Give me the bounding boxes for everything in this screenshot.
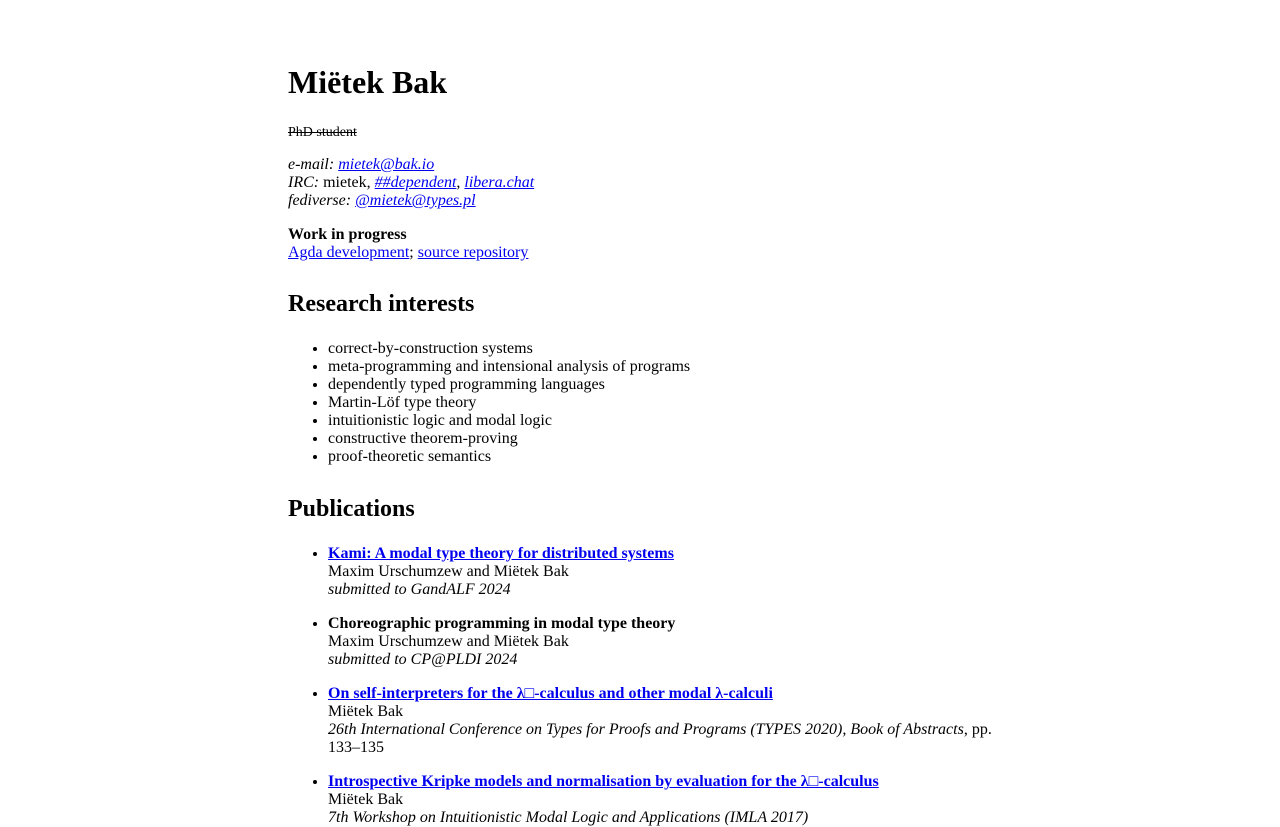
wip-links (288, 244, 1000, 262)
list-item: • Martin-Löf type theory (328, 394, 1000, 412)
list-item: • meta-programming and intensional analysis of programs (328, 358, 1000, 376)
publication-venue: submitted to CP@PLDI 2024 (328, 651, 518, 668)
publication-title-link[interactable]: Kami: A modal type theory for distributed systems (328, 545, 674, 562)
fediverse-link[interactable]: @mietek@types.pl (355, 192, 476, 209)
list-item: • constructive theorem-proving (328, 430, 1000, 448)
source-repository-link[interactable]: source repository (417, 244, 529, 261)
publication-item (328, 685, 1000, 757)
publication-venue: submitted to GandALF 2024 (328, 581, 511, 598)
page-title: Miëtek Bak (288, 64, 448, 100)
email-link[interactable]: mietek@bak.io (338, 156, 435, 173)
contact-info (288, 156, 1000, 210)
publication-authors: Maxim Urschumzew and Miëtek Bak (328, 563, 569, 580)
irc-line (288, 174, 1000, 192)
publication-title: • Choreographic programming in modal type theory (328, 615, 676, 632)
publication-authors: Miëtek Bak (328, 703, 404, 720)
publication-pages: , pp. 133–135 (328, 721, 992, 756)
list-item: • dependently typed programming languages (328, 376, 1000, 394)
irc-network-link[interactable]: libera.chat (464, 174, 535, 191)
research-interests-list (288, 340, 1000, 466)
fediverse-line (288, 192, 1000, 210)
publication-title-link[interactable]: On self-interpreters for the λ□-calculus and other modal λ-calculi (328, 685, 773, 702)
publication-title-link[interactable]: Introspective Kripke models and normalisation by evaluation for the λ□-calculus (328, 773, 879, 790)
publication-item (328, 615, 1000, 669)
email-line (288, 156, 1000, 174)
list-item: • intuitionistic logic and modal logic (328, 412, 1000, 430)
wip-separator: ; (409, 244, 414, 261)
publications-heading: Publications (288, 496, 415, 522)
irc-channel-link[interactable]: ##dependent (374, 174, 457, 191)
fediverse-label: fediverse: (288, 192, 352, 209)
publication-venue: 7th Workshop on Intuitionistic Modal Logic and Applications (IMLA 2017) (328, 809, 809, 826)
page-content (288, 0, 1000, 827)
publication-venue: 26th International Conference on Types for Proofs and Programs (TYPES 2020), Book of Abstracts (328, 721, 964, 738)
agda-development-link[interactable]: Agda development (288, 244, 410, 261)
publication-authors: Miëtek Bak (328, 791, 404, 808)
work-in-progress (288, 226, 1000, 262)
email-label: e-mail: (288, 156, 335, 173)
list-item: • proof-theoretic semantics (328, 448, 1000, 466)
publications-list (288, 545, 1000, 827)
irc-separator: , (456, 174, 461, 191)
publication-authors: Maxim Urschumzew and Miëtek Bak (328, 633, 569, 650)
status-text: PhD student (288, 125, 357, 140)
irc-nick: mietek, (323, 174, 371, 191)
wip-heading: Work in progress (288, 226, 407, 243)
research-interests-heading: Research interests (288, 291, 475, 317)
publication-item (328, 773, 1000, 827)
publication-item (328, 545, 1000, 599)
irc-label: IRC: (288, 174, 320, 191)
list-item: • correct-by-construction systems (328, 340, 1000, 358)
